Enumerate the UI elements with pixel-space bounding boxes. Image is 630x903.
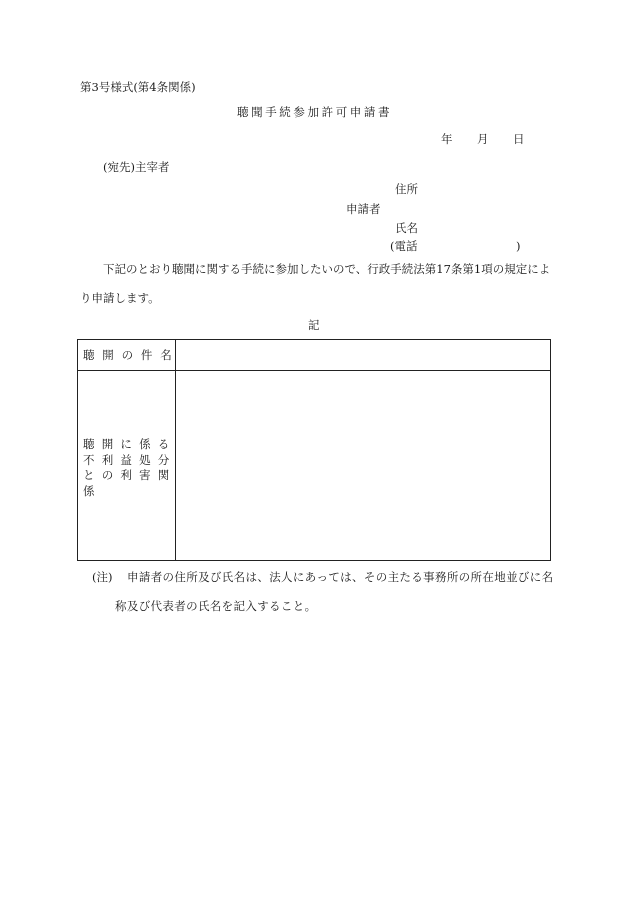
interest-relation-label-cell bbox=[78, 371, 176, 561]
address-label: 住所 bbox=[395, 182, 418, 196]
date-day-label: 日 bbox=[513, 132, 525, 146]
hearing-case-label-cell bbox=[78, 340, 180, 370]
table-row-hearing-case bbox=[78, 340, 550, 371]
applicant-label: 申請者 bbox=[346, 202, 381, 216]
addressee: (宛先)主宰者 bbox=[103, 160, 170, 174]
date-month-label: 月 bbox=[477, 132, 489, 146]
ki-heading: 記 bbox=[308, 318, 320, 332]
request-text-line-2: り申請します。 bbox=[80, 291, 160, 305]
phone-label-open: (電話 bbox=[390, 239, 418, 253]
hearing-case-value-cell[interactable] bbox=[176, 340, 550, 370]
document-title: 聴聞手続参加許可申請書 bbox=[237, 105, 393, 119]
form-number: 第3号様式(第4条関係) bbox=[80, 80, 196, 94]
application-table bbox=[77, 339, 551, 561]
interest-relation-value-cell[interactable] bbox=[176, 371, 550, 561]
name-label: 氏名 bbox=[395, 221, 418, 235]
phone-label-close: ) bbox=[516, 239, 521, 253]
note-line-1: 申請者の住所及び氏名は、法人にあっては、その主たる事務所の所在地並びに名 bbox=[127, 570, 554, 584]
interest-relation-label: 聴開に係る不利益処分との利害関係 bbox=[83, 437, 177, 498]
note-tag: (注) bbox=[92, 570, 113, 584]
hearing-case-label: 聴開の件名 bbox=[83, 348, 180, 362]
table-row-interest-relation bbox=[78, 371, 550, 561]
note-line-2: 称及び代表者の氏名を記入すること。 bbox=[115, 599, 317, 613]
date-year-label: 年 bbox=[441, 132, 453, 146]
request-text-line-1: 下記のとおり聴聞に関する手続に参加したいので、行政手続法第17条第1項の規定によ bbox=[103, 262, 551, 276]
